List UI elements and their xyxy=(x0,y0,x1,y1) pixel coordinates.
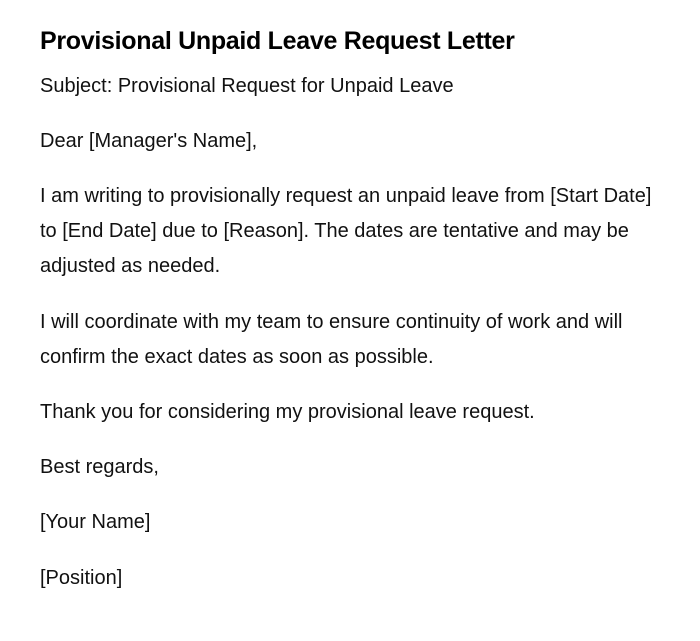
signature-name: [Your Name] xyxy=(40,511,151,533)
letter-subject: Subject: Provisional Request for Unpaid Leave xyxy=(40,75,454,97)
letter-closing: Best regards, xyxy=(40,456,159,478)
letter-paragraph: I am writing to provisionally request an unpaid leave from [Start Date] to [End Date] due to [Reason]. The dates are tentative and may be adjusted as needed. xyxy=(40,185,652,277)
letter-document xyxy=(40,24,660,596)
signature-position: [Position] xyxy=(40,567,123,589)
letter-paragraph: Thank you for considering my provisional leave request. xyxy=(40,401,535,423)
letter-paragraph: I will coordinate with my team to ensure continuity of work and will confirm the exact dates as soon as possible. xyxy=(40,311,623,368)
letter-greeting: Dear [Manager's Name], xyxy=(40,130,258,152)
document-title: Provisional Unpaid Leave Request Letter xyxy=(40,27,515,55)
